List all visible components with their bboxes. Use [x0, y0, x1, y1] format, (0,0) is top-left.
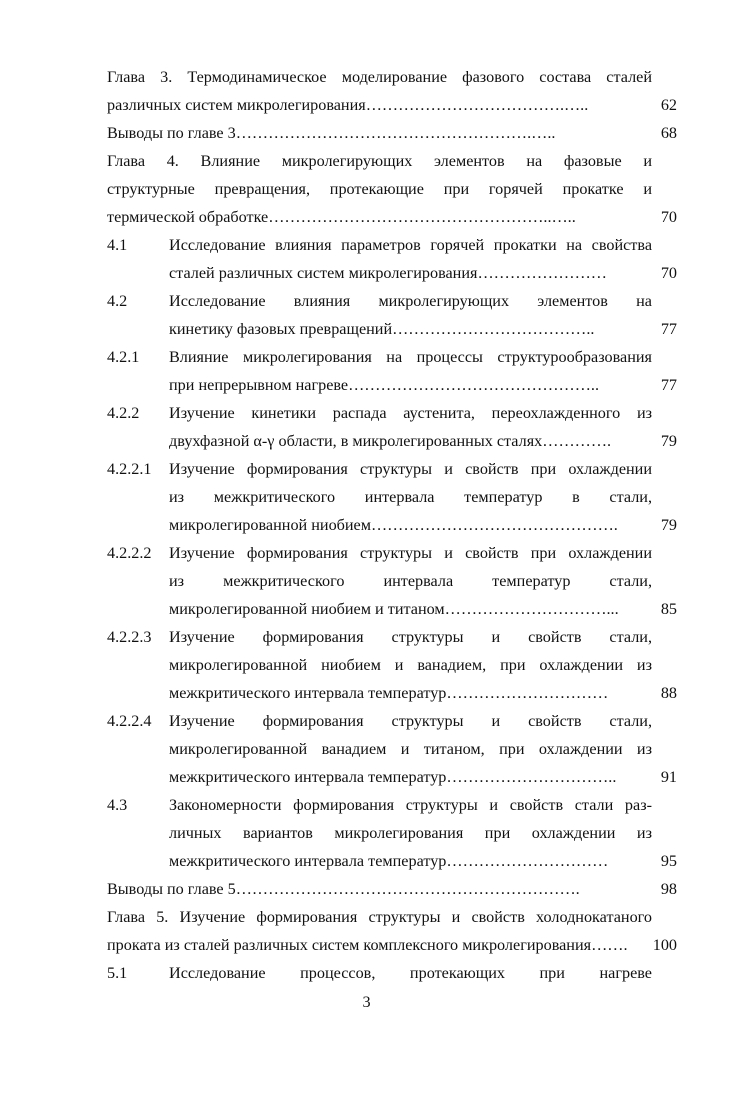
toc-s4-2-2-2-page: 85 [660, 600, 677, 618]
toc-s4-2-line1: Исследование влияния микролегирующих элементов на [169, 292, 652, 310]
page-number: 3 [362, 993, 371, 1011]
toc-s4-2-2-1-page: 79 [660, 516, 677, 534]
toc-s4-2-2-3-line1: Изучение формирования структуры и свойств стали, [169, 628, 652, 646]
toc-s4-3-num: 4.3 [107, 796, 128, 814]
toc-s5-1-line1: Исследование процессов, протекающих при нагреве [169, 964, 652, 982]
toc-s4-2-2-page: 79 [660, 432, 677, 450]
toc-s4-2-2-2-line1: Изучение формирования структуры и свойств при охлаждении [169, 544, 652, 562]
toc-s4-1-line2: сталей различных систем микролегирования…………………… [169, 264, 607, 282]
toc-s4-1-num: 4.1 [107, 236, 128, 254]
toc-s4-2-2-3-line3: межкритического интервала температур………………………… [169, 684, 609, 702]
toc-s4-2-2-4-line2: микролегированной ванадием и титаном, при охлаждении из [169, 740, 652, 758]
toc-s4-2-num: 4.2 [107, 292, 128, 310]
toc-concl3-text: Выводы по главе 3……………………………………………….….. [107, 124, 556, 142]
toc-ch5-line1: Глава 5. Изучение формирования структуры и свойств холоднокатаного [107, 908, 652, 926]
toc-s4-2-2-1-line1: Изучение формирования структуры и свойств при охлаждении [169, 460, 652, 478]
toc-s4-2-2-line1: Изучение кинетики распада аустенита, переохлажденного из [169, 404, 652, 422]
toc-s4-2-2-4-line3: межкритического интервала температур………………………….. [169, 768, 617, 786]
toc-s4-1-line1: Исследование влияния параметров горячей прокатки на свойства [169, 236, 652, 254]
toc-s4-3-page: 95 [660, 852, 677, 870]
toc-s4-2-1-page: 77 [660, 376, 677, 394]
toc-ch4-line3: термической обработке……………………………………………..….. [107, 208, 576, 226]
toc-s4-2-2-2-line2: из межкритического интервала температур стали, [169, 572, 652, 590]
toc-s4-2-2-3-page: 88 [660, 684, 677, 702]
toc-ch4-page: 70 [660, 208, 677, 226]
toc-s4-2-2-2-num: 4.2.2.2 [107, 544, 152, 562]
toc-concl5-text: Выводы по главе 5………………………………………………………. [107, 880, 580, 898]
toc-ch5-page: 100 [652, 936, 677, 954]
toc-ch5-line2: проката из сталей различных систем комплексного микролегирования……. [107, 936, 628, 954]
toc-ch3-line1: Глава 3. Термодинамическое моделирование фазового состава сталей [107, 68, 652, 86]
toc-ch4-line1: Глава 4. Влияние микролегирующих элементов на фазовые и [107, 152, 652, 170]
toc-s4-1-page: 70 [660, 264, 677, 282]
toc-s4-2-2-num: 4.2.2 [107, 404, 140, 422]
toc-ch4-line2: структурные превращения, протекающие при горячей прокатке и [107, 180, 652, 198]
toc-s4-2-1-line1: Влияние микролегирования на процессы структурообразования [169, 348, 652, 366]
toc-s4-2-2-4-page: 91 [660, 768, 677, 786]
toc-s4-2-2-1-line2: из межкритического интервала температур в стали, [169, 488, 652, 506]
toc-s4-2-2-3-line2: микролегированной ниобием и ванадием, при охлаждении из [169, 656, 652, 674]
toc-s4-2-2-1-num: 4.2.2.1 [107, 460, 152, 478]
toc-s4-2-1-num: 4.2.1 [107, 348, 140, 366]
toc-s4-2-2-line2: двухфазной α-γ области, в микролегированных сталях…………. [169, 432, 612, 450]
toc-s4-2-line2: кинетику фазовых превращений……………………………….. [169, 320, 595, 338]
toc-s4-3-line1: Закономерности формирования структуры и свойств стали раз- [169, 796, 652, 814]
toc-s4-2-2-4-line1: Изучение формирования структуры и свойств стали, [169, 712, 652, 730]
toc-s5-1-num: 5.1 [107, 964, 128, 982]
toc-s4-2-2-3-num: 4.2.2.3 [107, 628, 152, 646]
toc-s4-2-page: 77 [660, 320, 677, 338]
toc-ch3-page: 62 [660, 96, 677, 114]
toc-concl5-page: 98 [660, 880, 677, 898]
toc-s4-2-2-2-line3: микролегированной ниобием и титаном…………………………... [169, 600, 619, 618]
toc-s4-2-1-line2: при непрерывном нагреве……………………………………….. [169, 376, 600, 394]
toc-s4-2-2-4-num: 4.2.2.4 [107, 712, 152, 730]
toc-s4-2-2-1-line3: микролегированной ниобием………………………………………. [169, 516, 618, 534]
toc-s4-3-line2: личных вариантов микролегирования при охлаждении из [169, 824, 652, 842]
toc-ch3-line2: различных систем микролегирования……………………………….….. [107, 96, 589, 114]
toc-concl3-page: 68 [660, 124, 677, 142]
toc-s4-3-line3: межкритического интервала температур………………………… [169, 852, 609, 870]
